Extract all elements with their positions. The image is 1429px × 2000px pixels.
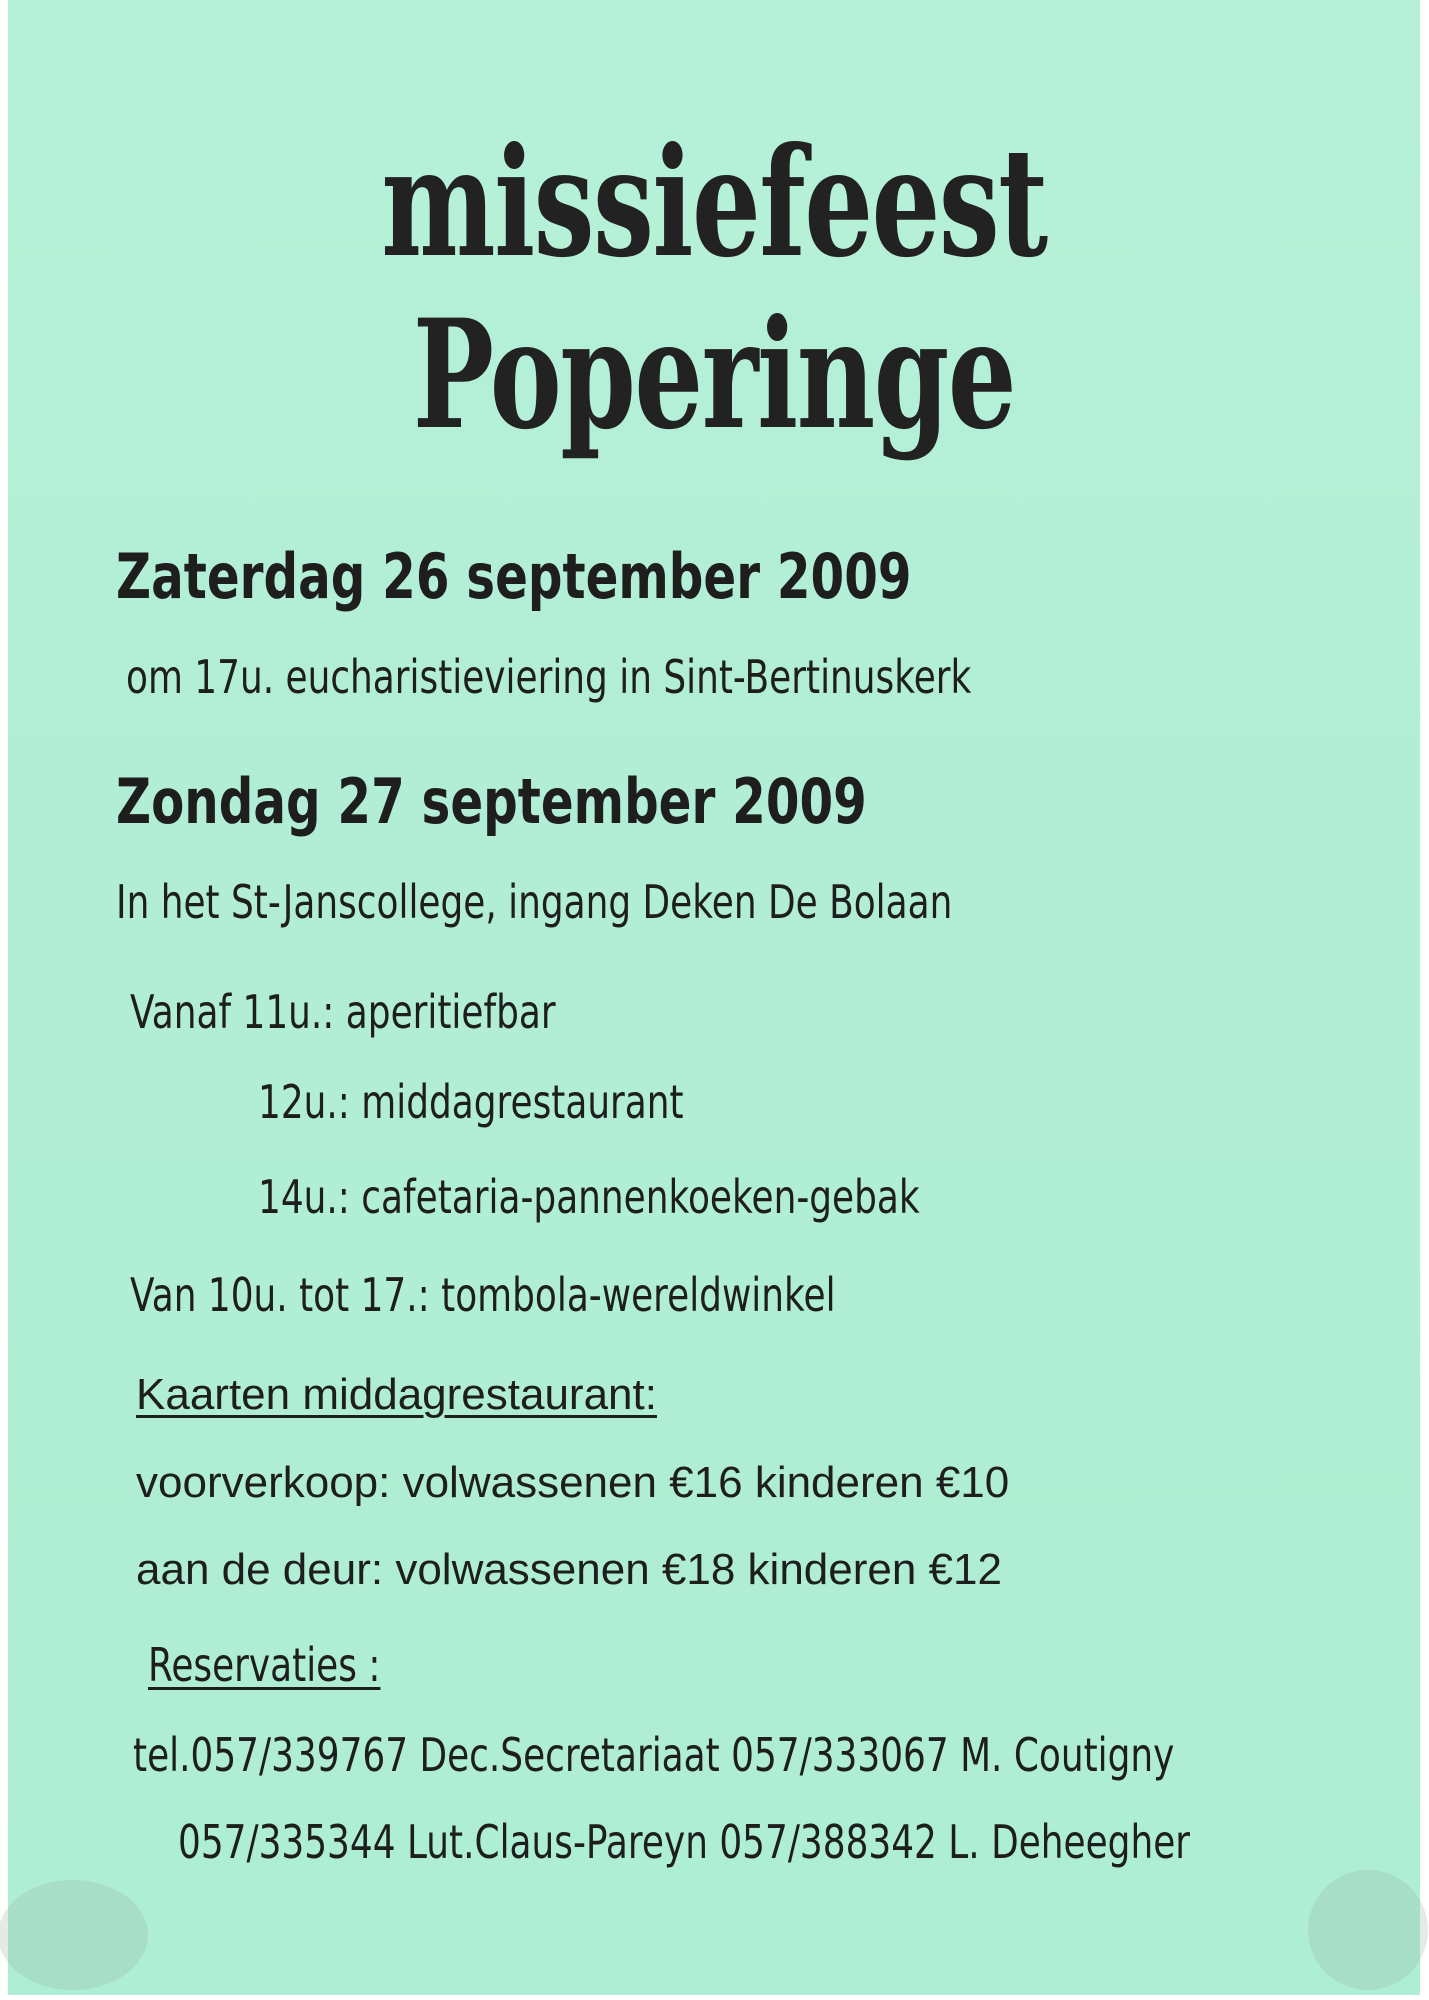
poster-sheet bbox=[8, 0, 1420, 1995]
poster-title-line1: missiefeest bbox=[381, 115, 1047, 291]
schedule-item: Vanaf 11u.: aperitiefbar bbox=[130, 985, 556, 1039]
tickets-heading: Kaarten middagrestaurant: bbox=[136, 1370, 657, 1419]
sunday-location: In het St-Janscollege, ingang Deken De Bolaan bbox=[116, 875, 953, 929]
paper-stain bbox=[0, 1880, 148, 1990]
saturday-detail: om 17u. eucharistieviering in Sint-Bertinuskerk bbox=[126, 650, 972, 704]
saturday-heading: Zaterdag 26 september 2009 bbox=[116, 540, 912, 613]
reservations-line1: tel.057/339767 Dec.Secretariaat 057/333067 M. Coutigny bbox=[133, 1728, 1175, 1782]
schedule-item: Van 10u. tot 17.: tombola-wereldwinkel bbox=[130, 1268, 836, 1322]
poster-title-line2: Poperinge bbox=[412, 287, 1016, 463]
paper-stain bbox=[1308, 1870, 1428, 1990]
reservations-heading: Reservaties : bbox=[148, 1638, 381, 1692]
sunday-heading: Zondag 27 september 2009 bbox=[116, 765, 867, 838]
tickets-presale: voorverkoop: volwassenen €16 kinderen €10 bbox=[136, 1458, 1010, 1507]
reservations-line2: 057/335344 Lut.Claus-Pareyn 057/388342 L. Deheegher bbox=[178, 1815, 1191, 1869]
tickets-door: aan de deur: volwassenen €18 kinderen €12 bbox=[136, 1545, 1002, 1594]
schedule-item: 14u.: cafetaria-pannenkoeken-gebak bbox=[258, 1170, 920, 1224]
schedule-item: 12u.: middagrestaurant bbox=[258, 1075, 684, 1129]
